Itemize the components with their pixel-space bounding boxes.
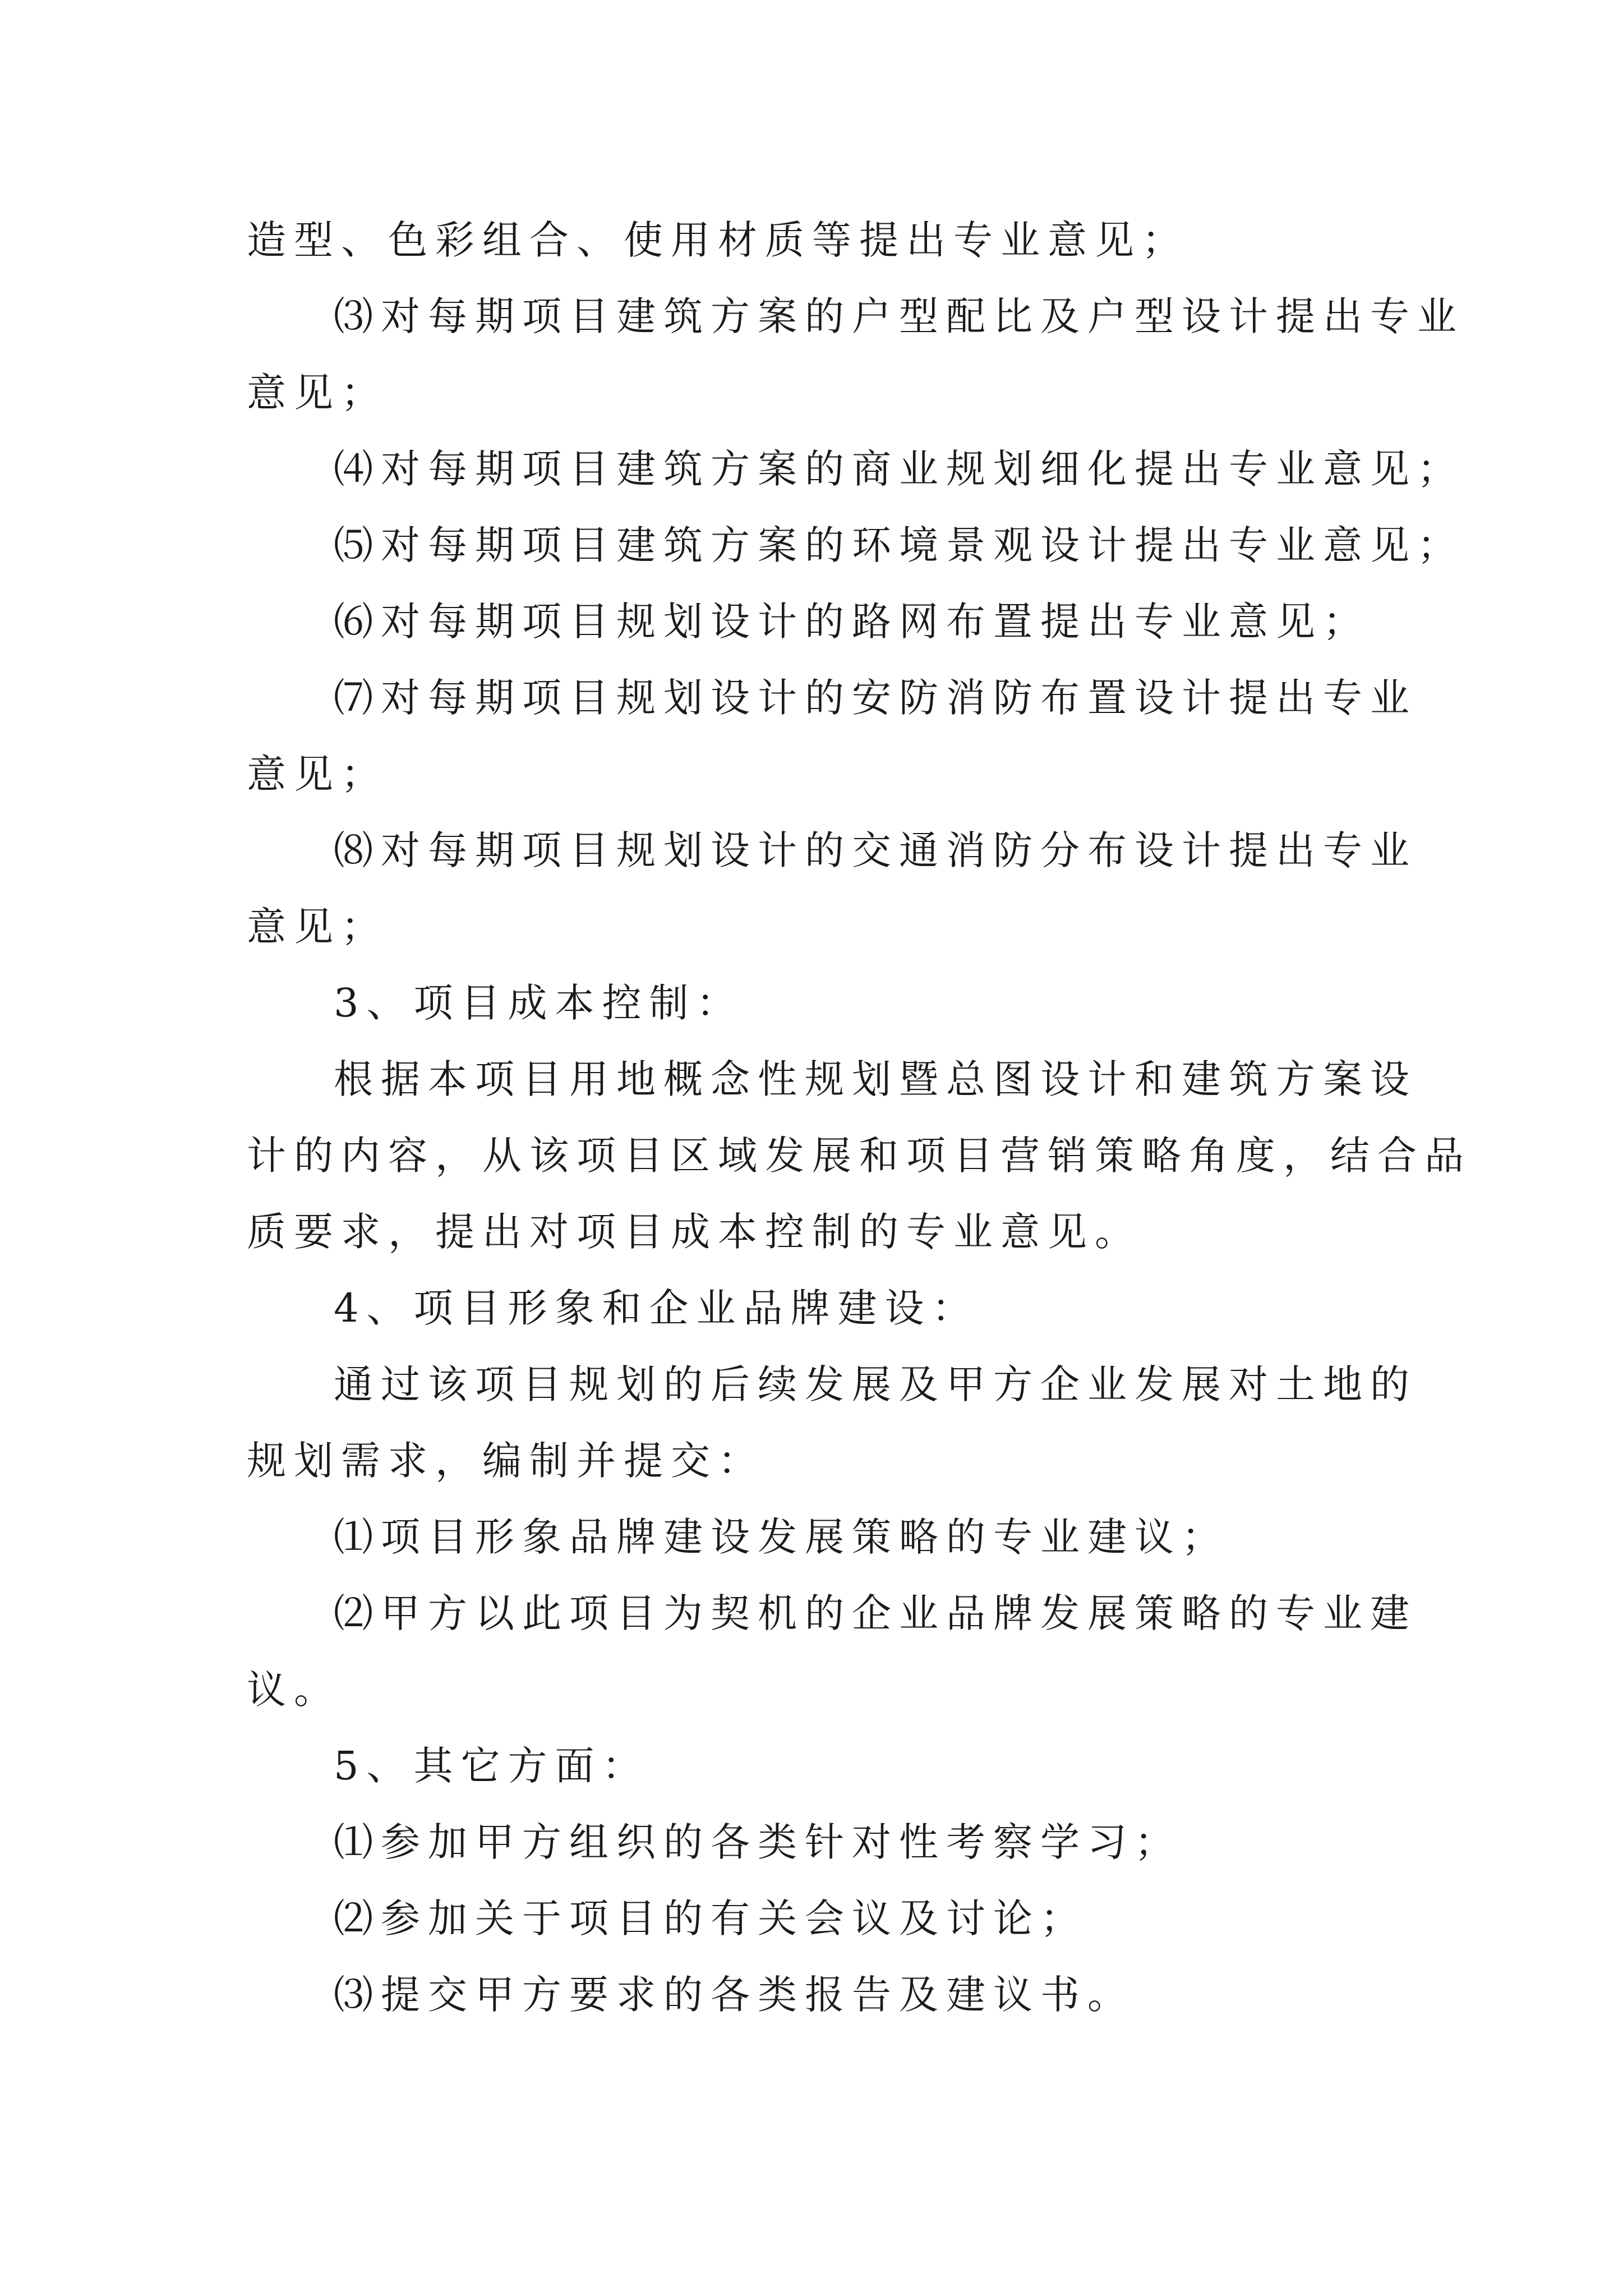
section-heading: 3、项目成本控制： xyxy=(334,980,744,1026)
text-line: ⑷对每期项目建筑方案的商业规划细化提出专业意见； xyxy=(334,446,1464,492)
text-line: 议。 xyxy=(247,1667,341,1713)
section-heading: 5、其它方面： xyxy=(334,1743,649,1789)
text-line: 质要求，提出对项目成本控制的专业意见。 xyxy=(247,1209,1142,1255)
text-line: 通过该项目规划的后续发展及甲方企业发展对土地的 xyxy=(334,1361,1417,1407)
text-line: ⑶对每期项目建筑方案的户型配比及户型设计提出专业 xyxy=(334,293,1464,339)
text-line: ⑺对每期项目规划设计的安防消防布置设计提出专业 xyxy=(334,675,1417,721)
text-line: 意见； xyxy=(247,904,388,950)
text-line: ⑸对每期项目建筑方案的环境景观设计提出专业意见； xyxy=(334,522,1464,568)
text-line: ⑴参加甲方组织的各类针对性考察学习； xyxy=(334,1819,1182,1865)
text-line: 规划需求，编制并提交： xyxy=(247,1438,765,1484)
text-line: 计的内容，从该项目区域发展和项目营销策略角度，结合品 xyxy=(247,1133,1472,1179)
text-line: ⑵甲方以此项目为契机的企业品牌发展策略的专业建 xyxy=(334,1590,1417,1636)
text-line: ⑻对每期项目规划设计的交通消防分布设计提出专业 xyxy=(334,827,1417,873)
section-heading: 4、项目形象和企业品牌建设： xyxy=(334,1285,979,1331)
text-line: 造型、色彩组合、使用材质等提出专业意见； xyxy=(247,217,1189,263)
text-line: ⑹对每期项目规划设计的路网布置提出专业意见； xyxy=(334,599,1370,645)
text-line: ⑴项目形象品牌建设发展策略的专业建议； xyxy=(334,1514,1229,1560)
document-body xyxy=(247,202,1472,2033)
text-line: 根据本项目用地概念性规划暨总图设计和建筑方案设 xyxy=(334,1056,1417,1102)
text-line: ⑵参加关于项目的有关会议及讨论； xyxy=(334,1895,1087,1941)
text-line: 意见； xyxy=(247,751,388,797)
text-line: 意见； xyxy=(247,370,388,416)
text-line: ⑶提交甲方要求的各类报告及建议书。 xyxy=(334,1972,1135,2018)
